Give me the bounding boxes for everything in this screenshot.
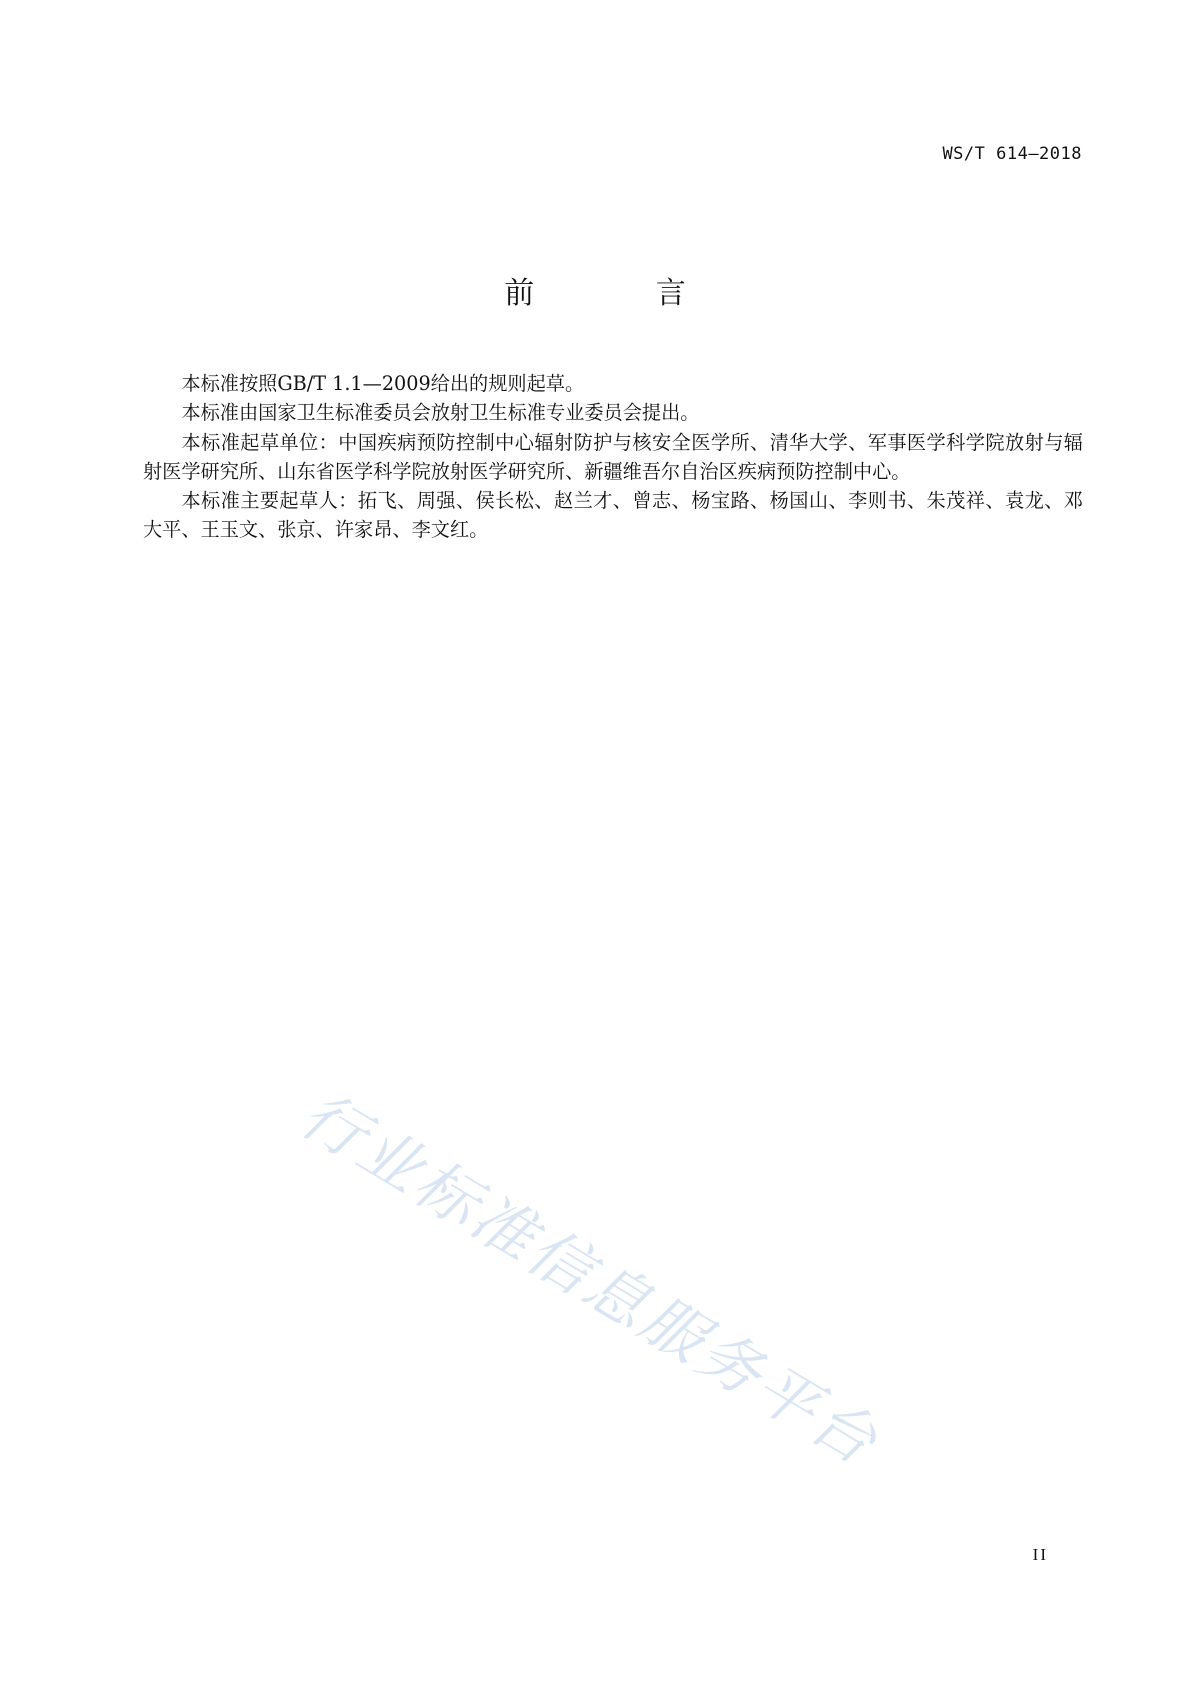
paragraph-drafters: 本标准主要起草人：拓飞、周强、侯长松、赵兰才、曾志、杨宝路、杨国山、李则书、朱茂祥、袁龙、邓大平、王玉文、张京、许家昂、李文红。 xyxy=(143,489,1083,542)
paragraph-proposer: 本标准由国家卫生标准委员会放射卫生标准专业委员会提出。 xyxy=(181,401,700,425)
page-number: II xyxy=(1032,1545,1048,1564)
paragraph-drafting-units: 本标准起草单位：中国疾病预防控制中心辐射防护与核安全医学所、清华大学、军事医学科学院放射与辐射医学研究所、山东省医学科学院放射医学研究所、新疆维吾尔自治区疾病预防控制中心。 xyxy=(143,430,1083,483)
paragraph-drafting-rules: 本标准按照GB/T 1.1—2009给出的规则起草。 xyxy=(181,372,585,395)
foreword-body xyxy=(143,369,1083,545)
standard-code: WS/T 614—2018 xyxy=(942,144,1082,164)
section-title: 前 言 xyxy=(504,276,742,311)
watermark: 行业标准信息服务平台 xyxy=(288,1077,892,1481)
